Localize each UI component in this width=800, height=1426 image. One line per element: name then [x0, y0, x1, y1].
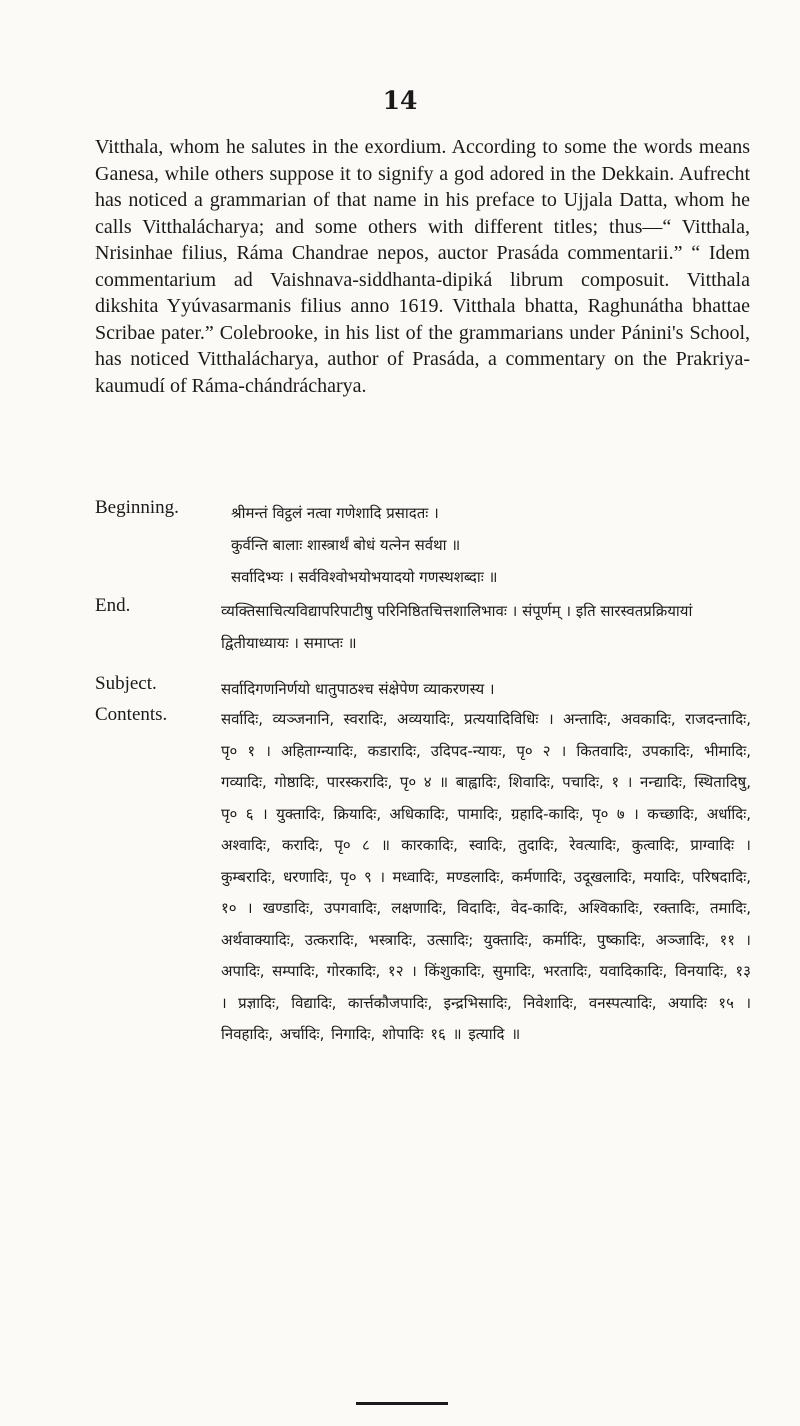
end-line: द्वितीयाध्यायः । समाप्तः ॥ [221, 634, 357, 652]
beginning-line: कुर्वन्ति बालाः शास्त्रार्थं बोधं यत्नेन सर्वथा ॥ [231, 536, 461, 554]
subject-label: Subject. [95, 673, 157, 694]
beginning-text [231, 497, 761, 593]
beginning-line: श्रीमन्तं विट्ठलं नत्वा गणेशादि प्रसादतः । [231, 504, 439, 522]
beginning-label: Beginning. [95, 497, 179, 518]
beginning-line: सर्वादिभ्यः । सर्वविश्वोभयोभयादयो गणस्थशब्दाः ॥ [231, 568, 498, 586]
subject-text [221, 673, 751, 705]
contents-text: सर्वादिः, व्यञ्जनानि, स्वरादिः, अव्ययादिः, प्रत्ययादिविधिः । अन्तादिः, अवकादिः, राजदन्तादिः, पृ० १ । अहिताग्न्यादिः, कडारादिः, उदिपद-न्यायः, पृ० २ । कितवादिः, उपकादिः, भीमादिः, गव्यादिः, गोष्ठादिः, पारस्करादिः, पृ० ४ ॥ बाह्वादिः, शिवादिः, पचादिः, १ । नन्द्यादिः, स्थितादिषु, पृ० ६ । युक्तादिः, क्रियादिः, अधिकादिः, पामादिः, ग्रहादि-कादिः, पृ० ७ । कच्छादिः, अर्धादिः, अश्वादिः, करादिः, पृ० ८ ॥ कारकादिः, स्वादिः, तुदादिः, रेवत्यादिः, कुत्वादिः, प्राग्वादिः । कुम्बरादिः, धरणादिः, पृ० ९ । मध्वादिः, मण्डलादिः, कर्मणादिः, उदूखलादिः, मयादिः, परिषदादिः, १० । खण्डादिः, उपगवादिः, लक्षणादिः, विदादिः, वेद-कादिः, अश्विकादिः, रक्तादिः, तमादिः, अर्थवाक्यादिः, उत्करादिः, भस्त्रादिः, उत्सादिः; युक्तादिः, कर्मादिः, पुष्कादिः, अञ्जादिः, ११ । अपादिः, सम्पादिः, गोरकादिः, १२ । किंशुकादिः, सुमादिः, भरतादिः, यवादिकादिः, विनयादिः, १३ । प्रज्ञादिः, विद्यादिः, कार्त्तकौजपादिः, इन्द्रभिसादिः, निवेशादिः, वनस्पत्यादिः, अयादिः १५ । निवहादिः, अर्चादिः, निगादिः, शोपादिः १६ ॥ इत्यादि ॥ [221, 710, 751, 1043]
contents-label: Contents. [95, 704, 168, 725]
end-text [221, 595, 751, 659]
end-rule [356, 1402, 448, 1405]
subject-line: सर्वादिगणनिर्णयो धातुपाठश्च संक्षेपेण व्याकरणस्य । [221, 680, 495, 698]
paragraph-text: Vitthala, whom he salutes in the exordium. According to some the words means Ganesa, while others suppose it to signify a god adored in the Dekkain. Aufrecht has noticed a grammarian of that name in his preface to Ujjala Datta, whom he calls Vitthalácharya; and some others with different titles; thus—“ Vitthala, Nrisinhae filius, Ráma Chandrae nepos, auctor Prasáda commentarii.” “ Idem commentarium ad Vaishnava-siddhanta-dipiká librum composuit. Vitthala dikshita Yyúvasarmanis filius anno 1619. Vitthala bhatta, Raghunátha bhattae Scribae pater.” Colebrooke, in his list of the grammarians under Pánini's School, has noticed Vitthalácharya, author of Prasáda, a commentary on the Prakriya-kaumudí of Ráma-chándrácharya. [95, 136, 750, 397]
end-line: व्यक्तिसाचित्यविद्यापरिपाटीषु परिनिष्ठितचित्तशालिभावः । संपूर्णम् । इति सारस्वतप्रक्रियायां [221, 602, 693, 620]
intro-paragraph [95, 134, 750, 399]
page-number: 14 [382, 86, 418, 115]
end-label: End. [95, 595, 131, 616]
